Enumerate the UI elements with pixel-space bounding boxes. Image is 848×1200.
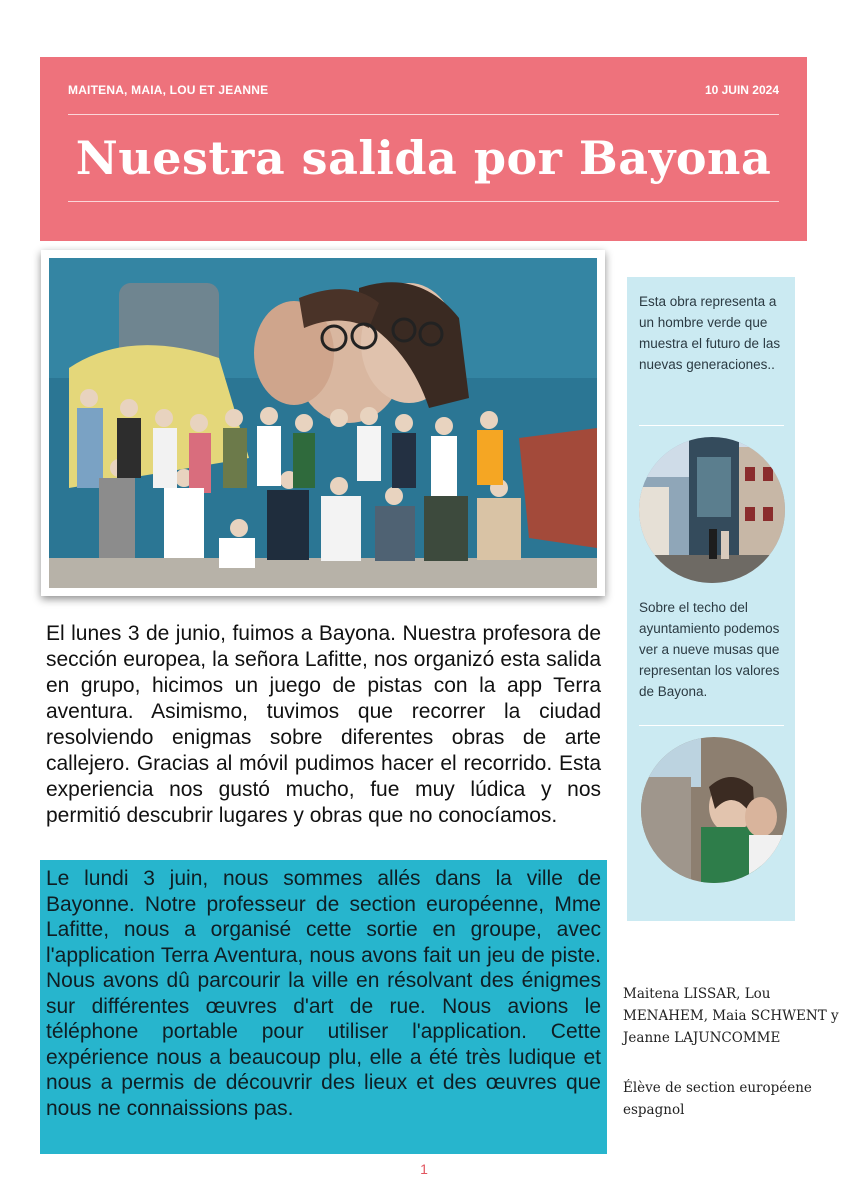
selfie-illustration — [641, 737, 787, 883]
ceiling-selfie-photo — [641, 737, 787, 883]
header-banner — [40, 57, 807, 241]
sidebar-caption-mural: Esta obra representa a un hombre verde que muestra el futuro de las nuevas generaciones.. — [639, 294, 781, 372]
student-info: Élève de section européene espagnol — [623, 1080, 812, 1118]
header-divider-bottom — [68, 201, 779, 202]
authors: Maitena LISSAR, Lou MENAHEM, Maia SCHWENT y Jeanne LAJUNCOMME — [623, 986, 839, 1046]
group-photo-illustration — [49, 258, 597, 588]
sidebar-divider — [639, 725, 784, 726]
street-art-illustration — [639, 437, 785, 583]
main-photo-frame — [41, 250, 605, 596]
header-divider-top — [68, 114, 779, 115]
byline: MAITENA, MAIA, LOU ET JEANNE — [68, 83, 269, 97]
french-article-text: Le lundi 3 juin, nous sommes allés dans la ville de Bayonne. Notre professeur de section européenne, Mme Lafitte, nous a organisé cette sortie en groupe, avec l'application Terra Aventura, nous avons fait un jeu de piste. Nous avons dû parcourir la ville en résolvant des énigmes sur différentes œuvres d'art de rue. Nous avions le téléphone portable pour utiliser l'application. Cette expérience nous a beaucoup plu, elle a été très ludique et nous a permis de découvrir des lieux et des œuvres que nous ne connaissions pas. — [46, 867, 601, 1120]
sidebar-divider — [639, 425, 784, 426]
spanish-article-text: El lunes 3 de junio, fuimos a Bayona. Nuestra profesora de sección europea, la señora Lafitte, nos organizó esta salida en grupo, hicimos un juego de pistas con la app Terra aventura. Asimismo, tuvimos que recorrer la ciudad resolviendo enigmas sobre diferentes obras de arte callejero. Gracias al móvil pudimos hacer el recorrido. Esta experiencia nos gustó mucho, fue muy lúdica y nos permitió descubrir lugares y obras que no conocíamos. — [46, 622, 601, 827]
sidebar — [627, 277, 795, 921]
sidebar-caption-muses: Sobre el techo del ayuntamiento podemos ver a nueve musas que representan los valores de Bayona. — [639, 600, 780, 699]
street-art-photo — [639, 437, 785, 583]
page-title: Nuestra salida por Bayona — [75, 131, 772, 185]
issue-date: 10 JUIN 2024 — [704, 83, 779, 97]
group-photo — [49, 258, 597, 588]
page-number: 1 — [420, 1161, 428, 1177]
french-article-box — [40, 860, 607, 1154]
